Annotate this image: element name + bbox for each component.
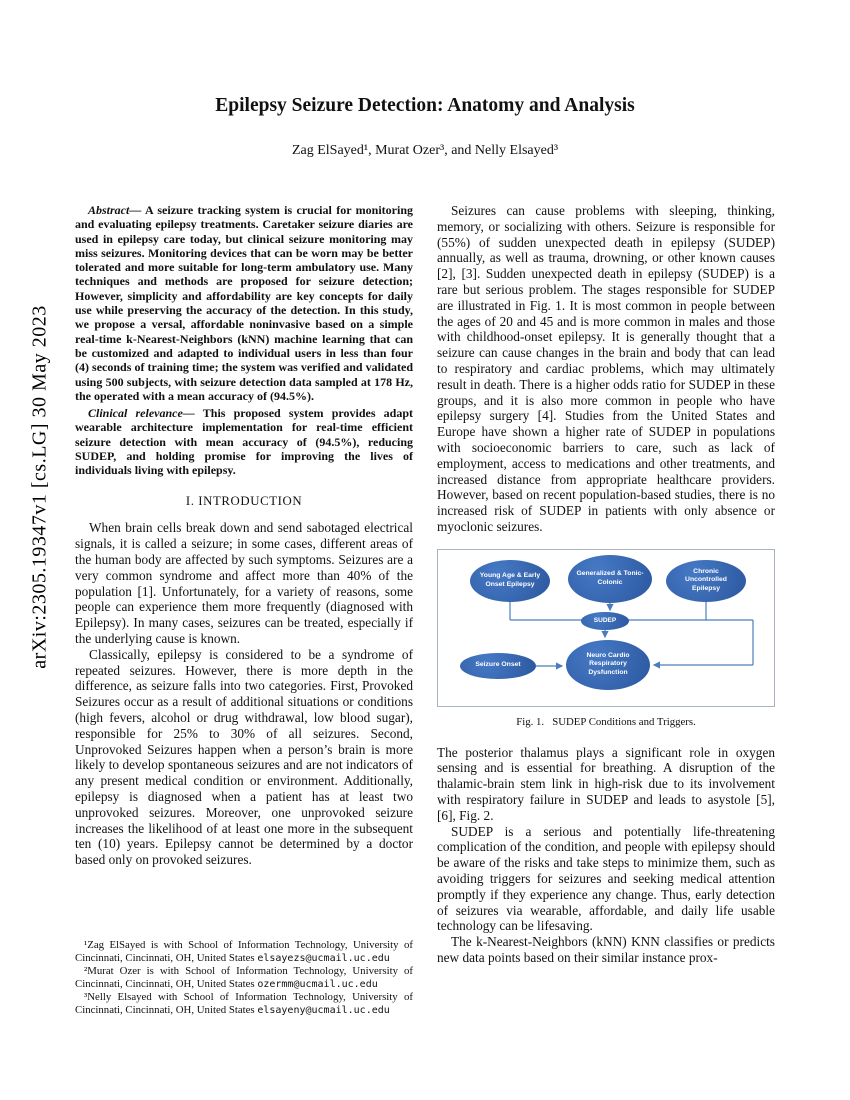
figure-node-generalized-tonic-colonic: Generalized & Tonic- Colonic xyxy=(568,555,652,603)
footnote-3-email: elsayeny@ucmail.uc.edu xyxy=(257,1004,390,1016)
right-paragraph-1: Seizures can cause problems with sleeping, thinking, memory, or socializing with others. Seizure is responsible for (55%) of sudden unexpected death in epilepsy (SUDEP) annually, as well as trauma, drowning, or other known causes [2], [3]. Sudden unexpected death in epilepsy (SUDEP) is a rare but serious problem. The stages responsible for SUDEP are illustrated in Fig. 1. It is most common in people between the ages of 20 and 45 and is more common in males and those with childhood-onset epilepsy. It is generally thought that a seizure can cause changes in the brain and body that can lead to respiratory and cardiac problems, which may ultimately result in death. There is a higher odds ratio for SUDEP in these groups, and it is also more common in people who have epilepsy surgery [4]. Studies from the United States and Europe have shown a higher rate of SUDEP in populations with socioeconomic barriers to care, such as lack of employment, access to medications and other treatments, and increased distance from appropriate healthcare providers. However, based on recent population-based studies, there is no increased risk of SUDEP in patients with only absence or myoclonic seizures. xyxy=(437,203,775,534)
introduction-heading: I. INTRODUCTION xyxy=(185,493,303,508)
figure-node-chronic-uncontrolled: Chronic Uncontrolled Epilepsy xyxy=(666,560,746,602)
arxiv-sidebar-label: arXiv:2305.19347v1 [cs.LG] 30 May 2023 xyxy=(28,305,51,669)
figure-node-young-age-early-onset: Young Age & Early Onset Epilepsy xyxy=(470,560,550,602)
figure-node-seizure-onset: Seizure Onset xyxy=(460,653,536,679)
clinical-relevance-label: Clinical relevance— xyxy=(88,406,195,421)
footnote-2-email: ozermm@ucmail.uc.edu xyxy=(257,978,378,990)
paper-authors: Zag ElSayed¹, Murat Ozer³, and Nelly Elsayed³ xyxy=(291,143,559,158)
footnote-1-email: elsayezs@ucmail.uc.edu xyxy=(257,952,390,964)
paper-title: Epilepsy Seizure Detection: Anatomy and Analysis xyxy=(215,95,635,116)
figure-node-neuro-cardio-respiratory: Neuro Cardio Respiratory Dysfunction xyxy=(566,640,650,690)
footnotes-block xyxy=(75,939,413,1017)
intro-paragraph-1: When brain cells break down and send sabotaged electrical signals, it is called a seizure; in some cases, different areas of the human body are affected by such symptoms. Seizures are a very common syndrome and affect more than 40% of the population [1]. Unfortunately, for a variety of reasons, some people can experience them more frequently (diagnosed with Epilepsy). In many cases, seizures can be treated, especially if the underlying cause is known. xyxy=(75,520,413,647)
footnote-1 xyxy=(75,939,413,965)
footnote-2-text: ²Murat Ozer is with School of Information Technology, University of Cincinnati, Cincinnati, OH, United States xyxy=(75,965,413,990)
right-column xyxy=(437,203,775,966)
right-paragraph-4: The k-Nearest-Neighbors (kNN) KNN classifies or predicts new data points based on their similar instance prox- xyxy=(437,934,775,965)
abstract-text: A seizure tracking system is crucial for monitoring and evaluating epilepsy treatments. Caretaker seizure diaries are used in epilepsy care today, but clinical seizure monitoring may miss seizures. Monitoring devices that can be worn may be better tolerated and more suitable for long-term ambulatory use. Many techniques and methods are proposed for seizure detection; However, simplicity and affordability are key concepts for daily use while preserving the accuracy of the detection. In this study, we propose a versal, affordable noninvasive based on a simple real-time k-Nearest-Neighbors (kNN) machine learning that can be customized and adapted to individual users in less than four (4) seconds of training time; the system was verified and validated using 500 subjects, with seizure detection data sampled at 178 Hz, the operated with a mean accuracy of (94.5%). xyxy=(75,203,413,403)
left-column xyxy=(75,203,413,868)
clinical-relevance-paragraph xyxy=(75,406,413,477)
footnote-2 xyxy=(75,965,413,991)
abstract-label: Abstract— xyxy=(88,203,142,217)
figure-node-sudep: SUDEP xyxy=(581,612,629,630)
right-paragraph-3: SUDEP is a serious and potentially life-threatening complication of the condition, and people with epilepsy should be aware of the risks and take steps to minimize them, such as avoiding triggers for seizures and seeking medical attention promptly if they experience any change. Thus, early detection of seizures via wearable, affordable, and daily life usable technology can be lifesaving. xyxy=(437,823,775,934)
clinical-relevance-text: This proposed system provides adapt wearable architecture implementation for real-time efficient seizure detection with mean accuracy of (94.5%), reducing SUDEP, and holding promise for improving the lives of individuals living with epilepsy. xyxy=(75,406,413,478)
figure-1 xyxy=(437,549,775,707)
footnote-3-text: ³Nelly Elsayed with School of Information Technology, University of Cincinnati, Cincinnati, OH, United States xyxy=(75,991,413,1016)
footnote-3 xyxy=(75,991,413,1017)
abstract-paragraph xyxy=(75,203,413,403)
right-paragraph-2: The posterior thalamus plays a significant role in oxygen sensing and is essential for breathing. A disruption of the thalamic-brain stem link in high-risk due to its involvement with respiratory failure in SUDEP and leads to asystole [5], [6], Fig. 2. xyxy=(437,744,775,823)
intro-paragraph-2: Classically, epilepsy is considered to be a syndrome of repeated seizures. However, there is more depth in the difference, as seizure falls into two categories. First, Provoked Seizures occur as a result of additional situations or conditions (high fevers, alcohol or drug withdrawal, low blood sugar), responsible for 25% to 30% of all seizures. Second, Unprovoked Seizures happen when a person’s brain is more likely to develop spontaneous seizures and are not indicators of any present medical condition or environment. Additionally, epilepsy is diagnosed when a patient has at least two unprovoked seizures. Moreover, one unprovoked seizure increases the likelihood of at least one more in the subsequent ten (10) years. Epilepsy cannot be determined by a doctor based only on provoked seizures. xyxy=(75,646,413,868)
figure-1-caption: Fig. 1. SUDEP Conditions and Triggers. xyxy=(516,715,696,728)
footnote-1-text: ¹Zag ElSayed is with School of Information Technology, University of Cincinnati, Cincinnati, OH, United States xyxy=(75,939,413,964)
